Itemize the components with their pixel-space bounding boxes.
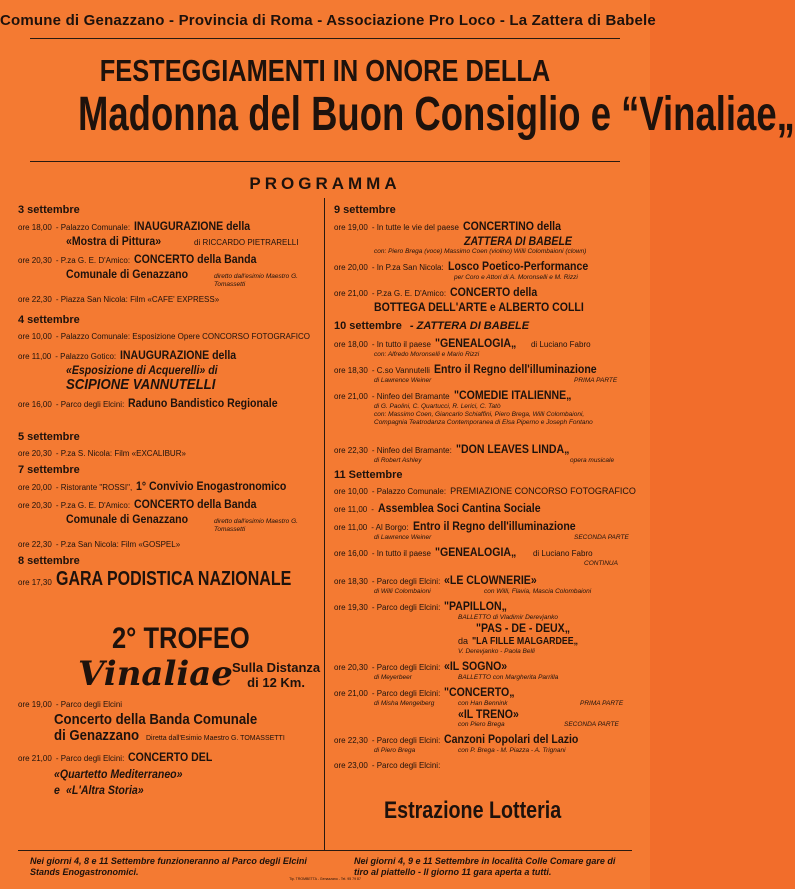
event-place: - Parco degli Elcini:	[371, 736, 441, 745]
event-part: PRIMA PARTE	[580, 700, 624, 707]
event-title: "LA FILLE MALGARDEE„	[472, 636, 579, 647]
event-time: ore 22,30	[18, 295, 52, 304]
event-line	[18, 268, 324, 289]
event-note: di Misha Mengelberg	[374, 700, 435, 707]
event-title: ZATTERA DI BABELE	[464, 234, 572, 248]
event	[334, 220, 634, 234]
event-title: Raduno Bandistico Regionale	[128, 396, 278, 410]
event-time: ore 22,30	[18, 540, 52, 549]
event-part: SECONDA PARTE	[574, 534, 629, 541]
printer-credit: Tip. TROMBETTA - Genazzano - Tel. 95 79 87	[289, 877, 361, 881]
event-line	[18, 768, 324, 781]
event-time: ore 18,30	[334, 366, 368, 375]
event-time: ore 10,00	[334, 487, 368, 496]
event	[18, 397, 324, 411]
event-line	[334, 721, 634, 729]
event-note: con P. Brega - M. Piazza - A. Trignani	[458, 747, 566, 754]
event-time: ore 21,00	[334, 392, 368, 401]
event-note: con: Piero Brega (voce) Massimo Coen (violino) Willi Colombaioni (clown)	[374, 248, 587, 255]
left-column	[18, 198, 324, 589]
event-place: - Palazzo Gotico:	[55, 352, 117, 361]
event-line	[18, 235, 324, 249]
event-time: ore 18,30	[334, 577, 368, 586]
event-time: ore 19,00	[18, 700, 52, 709]
event-note: di Willi Colombaioni	[374, 588, 431, 595]
event-time: ore 22,30	[334, 446, 368, 455]
event-place: - C.so Vannutelli	[371, 366, 430, 375]
event-title: "CONCERTO„	[444, 685, 515, 699]
event-title: INAUGURAZIONE della	[120, 348, 237, 362]
event-line	[334, 635, 634, 648]
event-author: di Luciano Fabro	[530, 340, 591, 349]
event-title: INAUGURAZIONE della	[134, 219, 251, 233]
event	[18, 293, 324, 306]
right-column	[334, 198, 634, 772]
event-note: di Robert Ashley	[374, 457, 422, 464]
event-line	[18, 378, 324, 391]
event-place: - P.za G. E. D'Amico:	[55, 501, 131, 510]
event-place: - Palazzo Comunale:	[371, 487, 447, 496]
event-part: PRIMA PARTE	[574, 377, 618, 384]
vinaliae-logo: Vinaliae	[78, 654, 233, 694]
event-line	[334, 588, 634, 596]
event-note: con Willi, Flavia, Mascia Colombaioni	[484, 588, 592, 595]
event-author: di RICCARDO PIETRARELLI	[194, 238, 299, 247]
event-line	[334, 674, 634, 682]
event-note: di Meyerbeer	[374, 674, 412, 681]
date-heading: 9 settembre	[334, 204, 396, 216]
footer-left: Nei giorni 4, 8 e 11 Settembre funzioneranno al Parco degli Elcini Stands Enogastronomici.	[30, 856, 307, 877]
event-text: - P.za S. Nicola: Film «EXCALIBUR»	[55, 449, 186, 458]
event-title: CONCERTINO della	[462, 219, 561, 233]
date-heading: 3 settembre	[18, 204, 80, 216]
event-line	[18, 513, 324, 534]
event-title: Canzoni Popolari del Lazio	[444, 732, 579, 746]
event-title: "PAPILLON„	[444, 599, 508, 613]
event-title: Assemblea Soci Cantina Sociale	[377, 501, 541, 515]
event	[334, 600, 634, 614]
event-time: ore 20,30	[18, 449, 52, 458]
trofeo-title: 2° TROFEO	[112, 622, 250, 655]
distance-value: di 12 Km.	[247, 675, 305, 690]
event-time: ore 18,00	[334, 340, 368, 349]
event-time: ore 20,30	[18, 501, 52, 510]
event	[334, 574, 634, 588]
distance-label: Sulla Distanza	[232, 660, 321, 675]
event-title: «Esposizione di Acquerelli» di	[66, 363, 218, 377]
date-heading: 5 settembre	[18, 431, 80, 443]
event	[334, 660, 634, 674]
event	[18, 498, 324, 512]
event-time: ore 19,30	[334, 603, 368, 612]
event-place: - Parco degli Elcini:	[371, 689, 441, 698]
event-time: ore 22,30	[334, 736, 368, 745]
title-line-2: Madonna del Buon Consiglio e “Vinaliae„	[78, 88, 795, 141]
event-note: diretto dall'esimio Maestro G. Tomassetti	[214, 273, 298, 288]
date-heading: 7 settembre	[18, 464, 80, 476]
event-time: ore 21,00	[334, 289, 368, 298]
event-line	[334, 377, 634, 385]
event-note: con: Alfredo Moronselli e Mario Rizzi	[374, 351, 480, 358]
date-heading: 11 Settembre	[334, 469, 403, 481]
event-line	[334, 248, 634, 256]
event-text: - Piazza San Nicola: Film «CAFE' EXPRESS»	[55, 295, 220, 304]
event	[334, 502, 634, 516]
event-title: Concerto della Banda Comunale	[54, 711, 258, 728]
event-time: ore 20,00	[334, 263, 368, 272]
event-time: ore 18,00	[18, 223, 52, 232]
event-title: Comunale di Genazzano	[66, 267, 189, 281]
date-heading: 10 settembre	[334, 320, 402, 332]
event-title: SCIPIONE VANNUTELLI	[66, 376, 216, 393]
event	[334, 686, 634, 700]
event-place: - In tutte le vie del paese	[371, 223, 459, 232]
event-note: diretto dall'esimio Maestro G. Tomassetti	[214, 518, 298, 533]
left-column-lower	[18, 698, 324, 797]
event-place: - Parco degli Elcini:	[371, 577, 441, 586]
event-author: di Luciano Fabro	[532, 549, 593, 558]
event-text: - Palazzo Comunale: Esposizione Opere CONCORSO FOTOGRAFICO	[55, 332, 310, 341]
event-title: "PAS - DE - DEUX„	[476, 621, 570, 635]
event-title: «IL TRENO»	[458, 707, 519, 721]
event-line	[334, 747, 634, 755]
event	[18, 447, 324, 460]
event-note: BALLETTO con Margherita Parrilla	[458, 674, 559, 681]
event-title: Losco Poetico-Performance	[447, 259, 588, 273]
event-title: Entro il Regno dell'illuminazione	[412, 519, 576, 533]
event-note: di G. Paolini, C. Quartucci, R. Lerici, C. Tatò	[374, 403, 501, 410]
event-title: CONCERTO DEL	[128, 750, 213, 764]
event-place: - Parco degli Elcini	[55, 700, 123, 709]
event-time: ore 16,00	[18, 400, 52, 409]
date-subheading: - ZATTERA DI BABELE	[409, 320, 530, 332]
poster-header: Comune di Genazzano - Provincia di Roma - Associazione Pro Loco - La Zattera di Babele	[0, 12, 656, 29]
title-rule	[30, 161, 620, 162]
event	[18, 220, 324, 234]
event-part: CONTINUA	[584, 560, 618, 567]
event	[334, 546, 634, 560]
race-distance	[232, 660, 320, 690]
event-time: ore 19,00	[334, 223, 368, 232]
event-place: - P.za G. E. D'Amico:	[371, 289, 447, 298]
event	[18, 538, 324, 551]
event	[334, 733, 634, 747]
event	[334, 485, 634, 498]
event-title: «LE CLOWNERIE»	[444, 573, 538, 587]
event-part: SECONDA PARTE	[564, 721, 619, 728]
title-line-1: FESTEGGIAMENTI IN ONORE DELLA	[99, 53, 551, 88]
event-place: -	[371, 505, 374, 514]
date-heading: 8 settembre	[18, 555, 80, 567]
event	[18, 349, 324, 363]
event-title: «Quartetto Mediterraneo»	[54, 767, 183, 781]
event-line	[334, 419, 634, 427]
event-note: BALLETTO di Vladimir Derevjanko	[458, 614, 558, 621]
event-place: - Al Borgo:	[371, 523, 409, 532]
event-title: CONCERTO della	[450, 285, 538, 299]
event	[334, 363, 634, 377]
event-title: «IL SOGNO»	[444, 659, 508, 673]
event-title: "DON LEAVES LINDA„	[455, 442, 570, 456]
event-title: "GENEALOGIA„	[434, 336, 517, 350]
event-note: di Lawrence Weiner	[374, 377, 432, 384]
event	[334, 520, 634, 534]
programma-heading: PROGRAMMA	[249, 174, 401, 193]
event	[334, 443, 634, 457]
event-subnote: opera musicale	[570, 457, 615, 464]
event-title: Entro il Regno dell'illuminazione	[433, 362, 597, 376]
event-title: "GENEALOGIA„	[434, 545, 517, 559]
event-line	[334, 560, 634, 568]
event-time: ore 10,00	[18, 332, 52, 341]
event-note: Compagnia Teatrodanza Contemporanea di Elsa Piperno e Joseph Fontano	[374, 419, 593, 426]
event-place: - Parco degli Elcini:	[55, 400, 125, 409]
event-time: ore 20,30	[18, 256, 52, 265]
date-row	[334, 320, 634, 333]
event-line	[334, 648, 634, 656]
event	[334, 260, 634, 274]
event-place: - In P.za San Nicola:	[371, 263, 444, 272]
event-time: ore 23,00	[334, 761, 368, 770]
event-time: ore 21,00	[334, 689, 368, 698]
event-text: - P.za San Nicola: Film «GOSPEL»	[55, 540, 181, 549]
event-title: CONCERTO della Banda	[134, 252, 257, 266]
event-connector: da	[458, 636, 469, 646]
event	[18, 751, 324, 765]
event-time: ore 11,00	[334, 523, 368, 532]
event-connector: e	[54, 783, 60, 797]
event-title: di Genazzano	[54, 727, 140, 744]
event-title: «Mostra di Pittura»	[66, 234, 162, 248]
event	[334, 286, 634, 300]
event-place: - Ninfeo del Bramante	[371, 392, 450, 401]
event-time: ore 17,30	[18, 578, 52, 587]
event	[334, 337, 634, 351]
event-title: "COMEDIE ITALIENNE„	[453, 388, 572, 402]
event-note: Diretta dall'Esimio Maestro G. TOMASSETTI	[146, 735, 285, 742]
event	[18, 568, 324, 590]
event-title: BOTTEGA DELL'ARTE e ALBERTO COLLI	[374, 300, 584, 314]
event-time: ore 11,00	[18, 352, 52, 361]
event	[334, 759, 634, 772]
footer-rule	[18, 850, 632, 851]
event-line	[334, 622, 634, 635]
column-divider	[324, 198, 325, 850]
event	[18, 253, 324, 267]
event-place: - In tutto il paese	[371, 549, 431, 558]
event-note: con: Massimo Coen, Giancarlo Schiaffini, Piero Brega, Willi Colombaioni,	[374, 411, 585, 418]
event-line	[334, 403, 634, 411]
event-note: con Han Bennink	[458, 700, 508, 707]
event	[18, 698, 324, 711]
event-line	[334, 351, 634, 359]
event-place: - Parco degli Elcini:	[55, 754, 125, 763]
event-title: Comunale di Genazzano	[66, 512, 189, 526]
event-line	[334, 708, 634, 721]
event-place: - Palazzo Comunale:	[55, 223, 131, 232]
event-place: - In tutto il paese	[371, 340, 431, 349]
event-line	[334, 457, 634, 465]
event-title: PREMIAZIONE CONCORSO FOTOGRAFICO	[450, 486, 636, 496]
event-note: di Piero Brega	[374, 747, 416, 754]
header-rule	[30, 38, 620, 39]
event-place: - Parco degli Elcini:	[371, 663, 441, 672]
event-note: con Piero Brega	[458, 721, 505, 728]
event-time: ore 20,30	[334, 663, 368, 672]
event-place: - Parco degli Elcini:	[371, 761, 441, 770]
event-place: - Ristorante "ROSSI",	[55, 483, 133, 492]
footer-right: Nei giorni 4, 9 e 11 Settembre in località Colle Comare gare di tiro al piattello - Il giorno 11 gara aperta a tutti.	[354, 856, 616, 877]
event-note: di Lawrence Weiner	[374, 534, 432, 541]
event-title: 1° Convivio Enogastronomico	[136, 479, 287, 493]
event-time: ore 16,00	[334, 549, 368, 558]
event-place: - P.za G. E. D'Amico:	[55, 256, 131, 265]
event-line	[334, 301, 634, 314]
event-line	[18, 784, 324, 797]
event-time: ore 11,00	[334, 505, 368, 514]
event-line	[334, 274, 634, 282]
event-note: per Coro e Attori di A. Moronselli e M. Rizzi	[454, 274, 578, 281]
event	[334, 389, 634, 403]
event	[18, 330, 324, 343]
event-line	[334, 411, 634, 419]
lottery-title: Estrazione Lotteria	[384, 797, 562, 824]
event-line	[18, 729, 324, 745]
event-place: - Parco degli Elcini:	[371, 603, 441, 612]
event-note: V. Derevjanko - Paola Belli	[458, 648, 535, 655]
event-title: «L'Altra Storia»	[66, 783, 144, 797]
event-line	[334, 534, 634, 542]
event-time: ore 21,00	[18, 754, 52, 763]
event-time: ore 20,00	[18, 483, 52, 492]
event-place: - Ninfeo del Bramante:	[371, 446, 452, 455]
date-heading: 4 settembre	[18, 314, 80, 326]
event-title: CONCERTO della Banda	[134, 497, 257, 511]
event	[18, 480, 324, 494]
event-line	[334, 235, 634, 248]
event-line	[18, 713, 324, 726]
race-title: GARA PODISTICA NAZIONALE	[55, 568, 292, 590]
